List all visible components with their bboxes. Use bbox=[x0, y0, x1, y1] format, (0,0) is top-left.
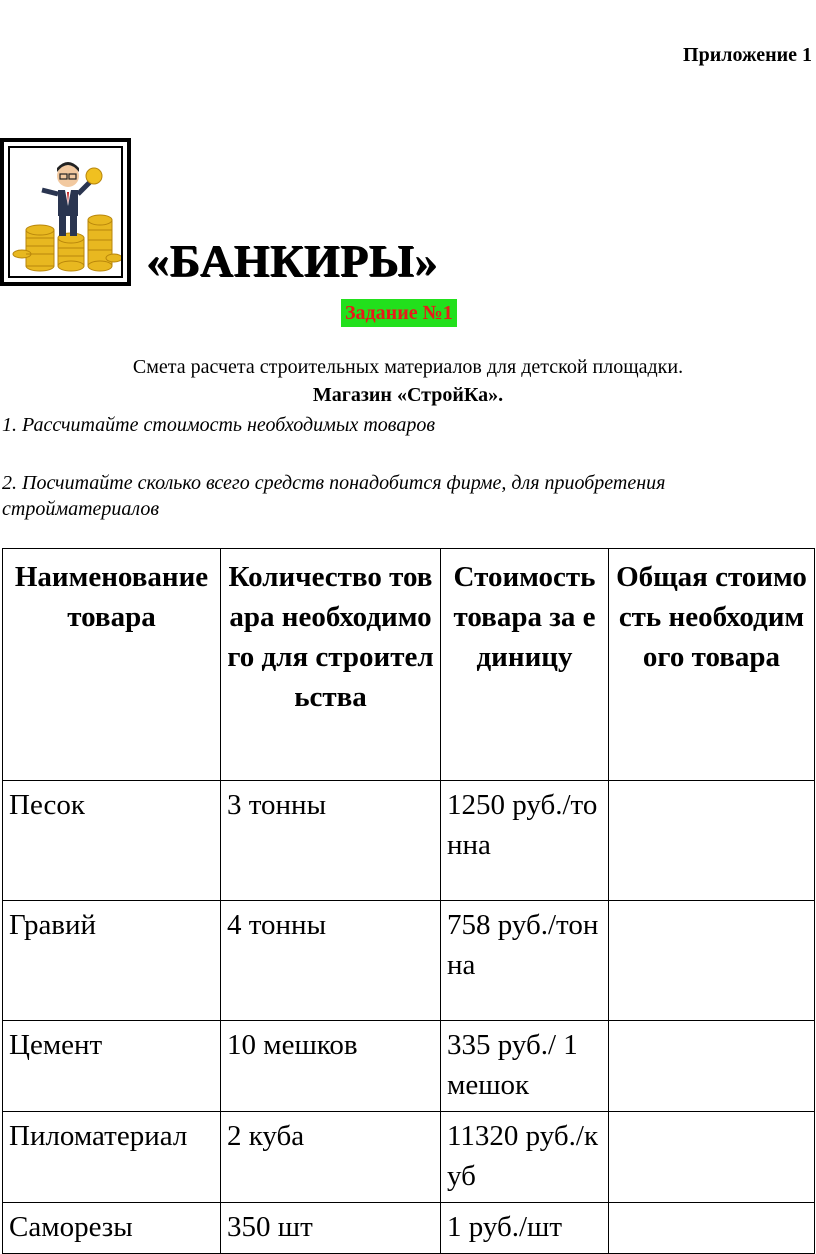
table-row bbox=[3, 901, 815, 1021]
cell-qty: 350 шт bbox=[221, 1203, 441, 1254]
cell-name: Гравий bbox=[3, 901, 221, 1021]
cell-qty: 2 куба bbox=[221, 1112, 441, 1203]
cell-qty: 4 тонны bbox=[221, 901, 441, 1021]
brand-title: «БАНКИРЫ» bbox=[146, 235, 438, 286]
cell-name: Цемент bbox=[3, 1021, 221, 1112]
table-header-row bbox=[3, 549, 815, 781]
store-name: Магазин «СтройКа». bbox=[312, 384, 504, 406]
cell-name: Саморезы bbox=[3, 1203, 221, 1254]
cell-total[interactable] bbox=[609, 1021, 815, 1112]
cell-price: 758 руб./тонна bbox=[441, 901, 609, 1021]
table-row bbox=[3, 1203, 815, 1254]
cell-price: 1250 руб./тонна bbox=[441, 781, 609, 901]
cell-total[interactable] bbox=[609, 1203, 815, 1254]
cell-price: 11320 руб./куб bbox=[441, 1112, 609, 1203]
table-row bbox=[3, 781, 815, 901]
header-quantity: Количество товара необходимого для строительства bbox=[221, 549, 441, 781]
cell-price: 335 руб./ 1 мешок bbox=[441, 1021, 609, 1112]
logo-frame bbox=[0, 138, 131, 286]
instruction-2: 2. Посчитайте сколько всего средств понадобится фирме, для приобретения стройматериалов bbox=[2, 472, 666, 520]
estimate-subtitle: Смета расчета строительных материалов для детской площадки. bbox=[132, 356, 684, 378]
appendix-label: Приложение 1 bbox=[683, 44, 812, 66]
cell-qty: 10 мешков bbox=[221, 1021, 441, 1112]
cell-qty: 3 тонны bbox=[221, 781, 441, 901]
banker-with-coins-icon bbox=[10, 148, 123, 278]
task-badge: Задание №1 bbox=[341, 299, 457, 327]
cell-total[interactable] bbox=[609, 781, 815, 901]
table-row bbox=[3, 1021, 815, 1112]
instruction-1: 1. Рассчитайте стоимость необходимых товаров bbox=[2, 414, 436, 436]
cell-name: Пиломатериал bbox=[3, 1112, 221, 1203]
cell-total[interactable] bbox=[609, 901, 815, 1021]
header-total-cost: Общая стоимость необходимого товара bbox=[609, 549, 815, 781]
materials-table bbox=[2, 548, 815, 1254]
header-unit-price: Стоимость товара за единицу bbox=[441, 549, 609, 781]
header-product-name: Наименование товара bbox=[3, 549, 221, 781]
cell-total[interactable] bbox=[609, 1112, 815, 1203]
cell-price: 1 руб./шт bbox=[441, 1203, 609, 1254]
cell-name: Песок bbox=[3, 781, 221, 901]
table-row bbox=[3, 1112, 815, 1203]
